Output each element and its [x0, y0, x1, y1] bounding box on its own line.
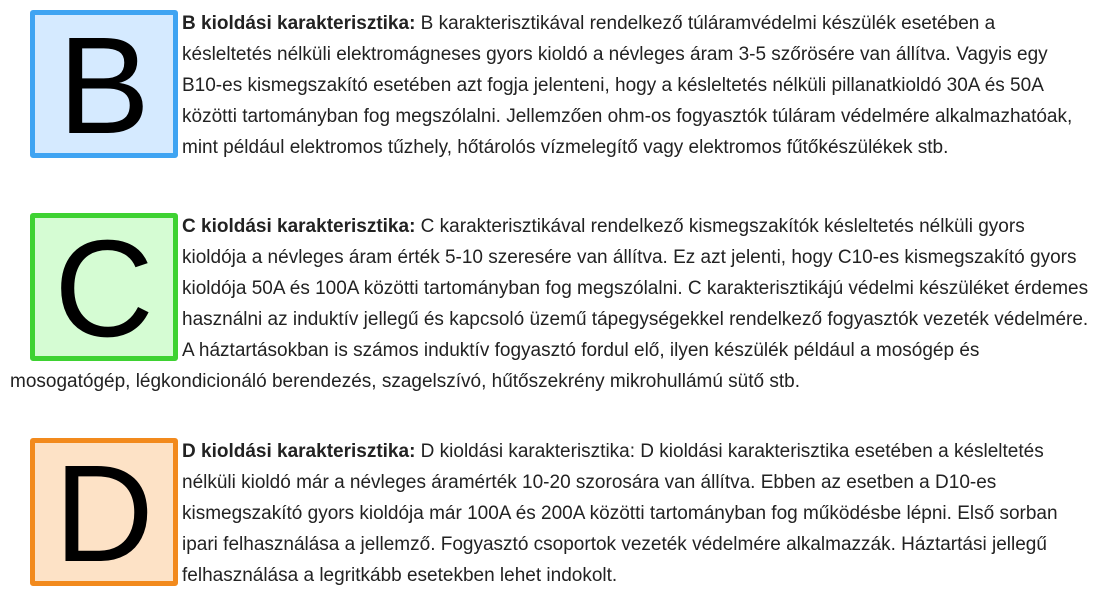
section-d-text: D kioldási karakterisztika: D kioldási karakterisztika esetében a késleltetés nélküli kioldó már a névleges áramérték 10-20 szorosára van állítva. Ebben az esetben a D10-es kismegszakító gyors kioldója már 100A és 200A közötti tartományban fog működésbe lépni. Első sorban ipari felhasználása a jellemző. Fogyasztó csoportok vezeték védelmére alkalmazzák. Háztartási jellegű felhasználása a legritkább esetekben lehet indokolt.: [182, 441, 1058, 586]
letter-d: D: [54, 437, 154, 591]
letter-c-badge: [30, 212, 178, 366]
letter-d-badge: [30, 437, 178, 591]
section-b-text: B karakterisztikával rendelkező túláramvédelmi készülék esetében a késleltetés nélküli elektromágneses gyors kioldó a névleges áram 3-5 szőrösére van állítva. Vagyis egy B10-es kismegszakító esetében azt fogja jelenteni, hogy a késleltetés nélküli pillanatkioldó 30A és 50A közötti tartományban fog megszólalni. Jellemzően ohm-os fogyasztók túláram védelmére alkalmazhatóak, mint például elektromos tűzhely, hőtárolós vízmelegítő vagy elektromos fűtőkészülékek stb.: [182, 13, 1073, 158]
section-d-heading: D kioldási karakterisztika:: [182, 441, 416, 462]
section-c-heading: C kioldási karakterisztika:: [182, 216, 416, 237]
section-c-characteristic: [10, 203, 1090, 397]
letter-b-badge: [30, 9, 178, 163]
letter-c: C: [54, 212, 154, 366]
section-b-heading: B kioldási karakterisztika:: [182, 13, 416, 34]
section-c-text: C karakterisztikával rendelkező kismegszakítók késleltetés nélküli gyors kioldója a névleges áram érték 5-10 szeresére van állítva. Ez azt jelenti, hogy C10-es kismegszakító gyors kioldója 50A és 100A közötti tartományban fog megszólalni. C karakterisztikájú védelmi készüléket érdemes használni az induktív jellegű és kapcsoló üzemű tápegységekkel rendelkező fogyasztók vezeték védelmére. A háztartásokban is számos induktív fogyasztó fordul elő, ilyen készülék például a mosógép és mosogatógép, légkondicionáló berendezés, szagelszívó, hűtőszekrény mikrohullámú sütő stb.: [10, 216, 1089, 392]
letter-b: B: [57, 9, 151, 163]
section-d-characteristic: [10, 428, 1090, 591]
section-b-characteristic: [10, 0, 1090, 163]
